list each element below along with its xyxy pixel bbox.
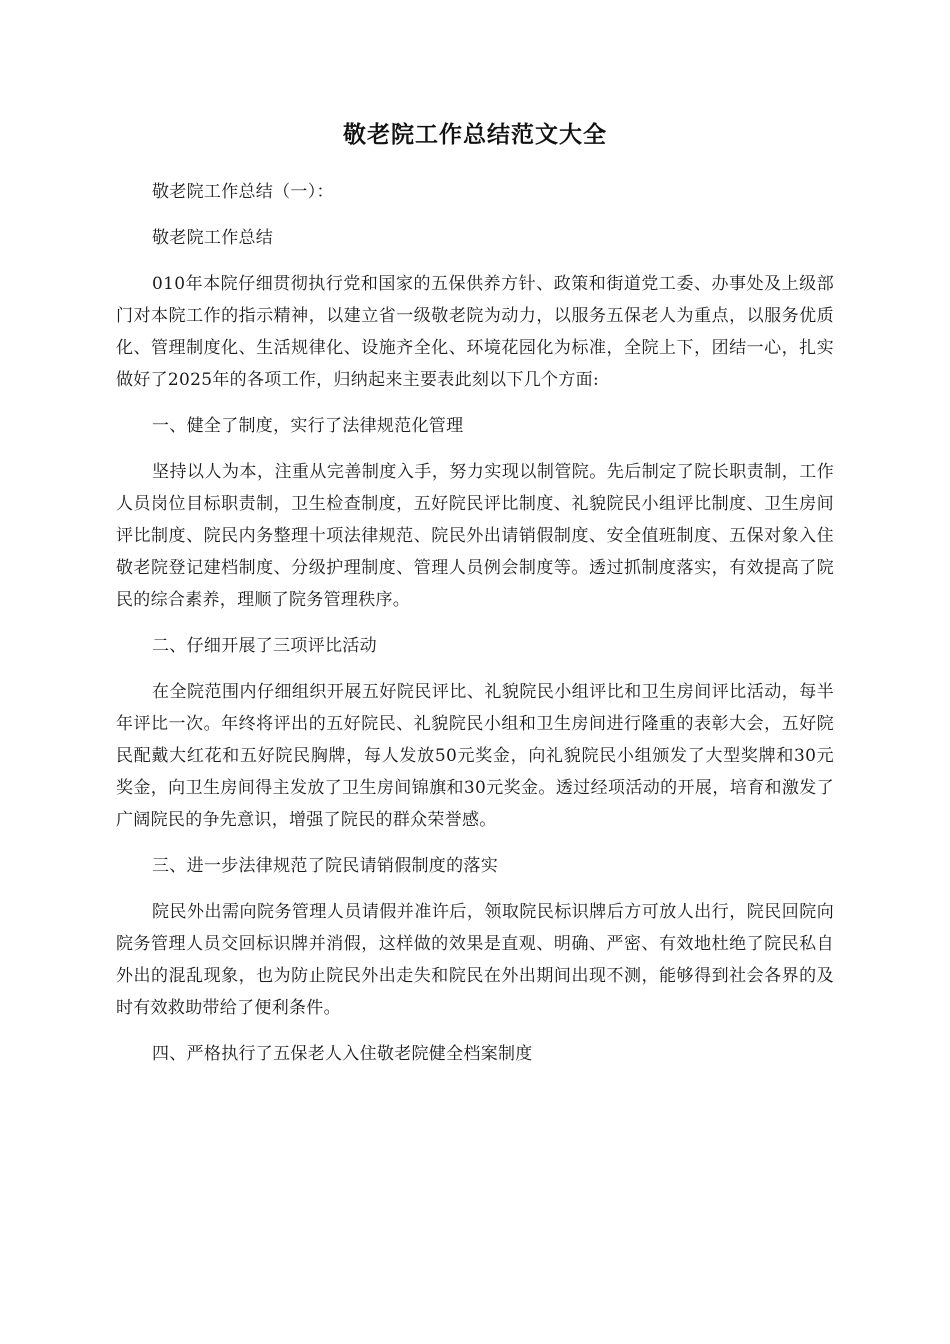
document-title: 敬老院工作总结范文大全: [343, 122, 607, 148]
section-heading: 一、健全了制度，实行了法律规范化管理: [152, 416, 464, 436]
body-paragraph: 坚持以人为本，注重从完善制度入手，努力实现以制管院。先后制定了院长职责制，工作人员岗位目标职责制，卫生检查制度，五好院民评比制度、礼貌院民小组评比制度、卫生房间评比制度、院民内务整理十项法律规范、院民外出请销假制度、安全值班制度、五保对象入住敬老院登记建档制度、分级护理制度、管理人员例会制度等。透过抓制度落实，有效提高了院民的综合素养，理顺了院务管理秩序。: [116, 462, 834, 610]
section-heading: 四、严格执行了五保老人入住敬老院健全档案制度: [152, 1044, 533, 1064]
section-heading: 敬老院工作总结（一）：: [152, 182, 334, 202]
subheading: 敬老院工作总结: [152, 228, 274, 248]
body-paragraph: 在全院范围内仔细组织开展五好院民评比、礼貌院民小组评比和卫生房间评比活动，每半年评比一次。年终将评出的五好院民、礼貌院民小组和卫生房间进行隆重的表彰大会，五好院民配戴大红花和五好院民胸牌，每人发放50元奖金，向礼貌院民小组颁发了大型奖牌和30元奖金，向卫生房间得主发放了卫生房间锦旗和30元奖金。透过经项活动的开展，培育和激发了广阔院民的争先意识，增强了院民的群众荣誉感。: [116, 682, 834, 830]
section-heading: 三、进一步法律规范了院民请销假制度的落实: [152, 856, 498, 876]
body-paragraph: 院民外出需向院务管理人员请假并准许后，领取院民标识牌后方可放人出行，院民回院向院务管理人员交回标识牌并消假，这样做的效果是直观、明确、严密、有效地杜绝了院民私自外出的混乱现象，也为防止院民外出走失和院民在外出期间出现不测，能够得到社会各界的及时有效救助带给了便利条件。: [116, 902, 834, 1018]
body-paragraph: 010年本院仔细贯彻执行党和国家的五保供养方针、政策和街道党工委、办事处及上级部门对本院工作的指示精神，以建立省一级敬老院为动力，以服务五保老人为重点，以服务优质化、管理制度化、生活规律化、设施齐全化、环境花园化为标准，全院上下，团结一心，扎实做好了2025年的各项工作，归纳起来主要表此刻以下几个方面:: [116, 274, 834, 390]
section-heading: 二、仔细开展了三项评比活动: [152, 636, 377, 656]
document-body: [116, 176, 834, 1070]
